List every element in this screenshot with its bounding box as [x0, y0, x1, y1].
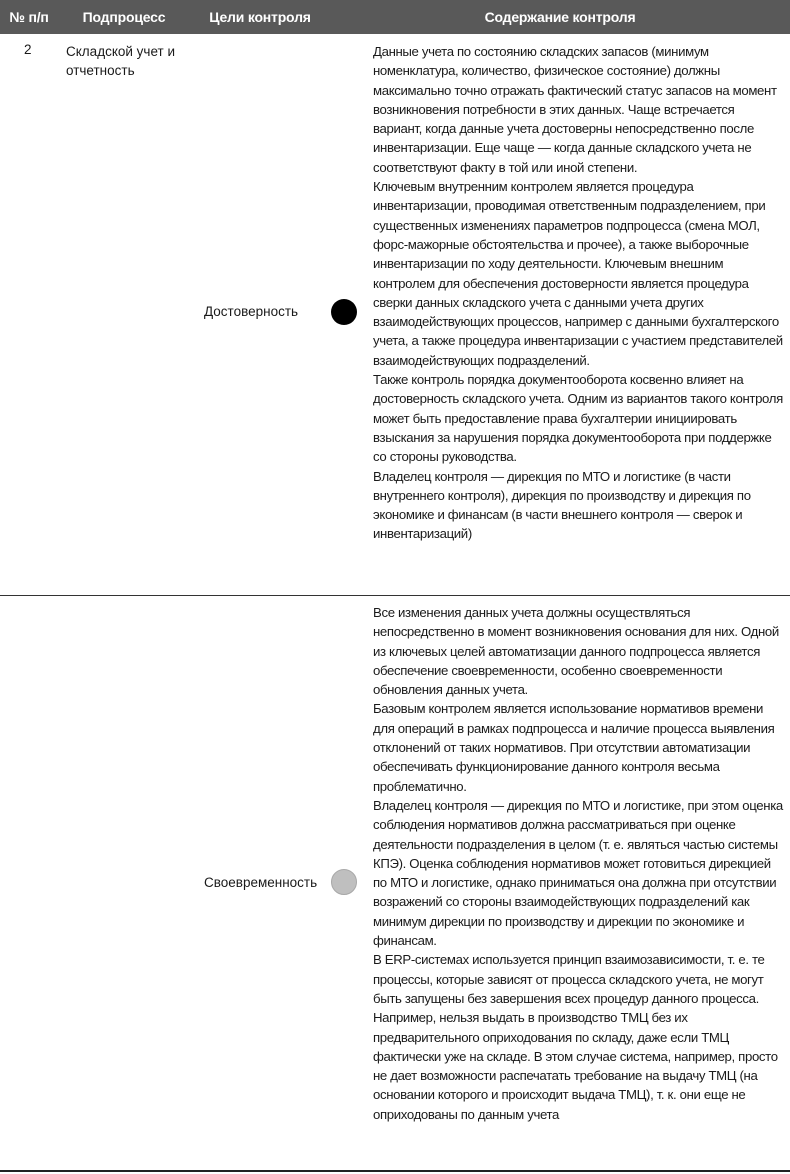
goal-timeliness: Своевременность	[204, 875, 318, 890]
header-subprocess: Подпроцесс	[82, 9, 166, 25]
full-circle-icon	[331, 299, 357, 325]
control-content-timeliness	[373, 603, 786, 1124]
content-paragraph: В ERP-системах используется принцип взаимозависимости, т. е. те процессы, которые зависят от процесса складского учета, не могут быть запущены без завершения всех процедур данного процесса. Например, нельзя выдать в производство ТМЦ без их предварительного оприходования по складу, даже если ТМЦ фактически уже на складе. В этом случае система, например, просто не дает возможности распечатать требование на выдачу ТМЦ (на основании которого и происходит выдача ТМЦ), т. к. они еще не оприходованы по данным учета	[373, 952, 778, 1122]
header-content: Содержание контроля	[484, 9, 636, 25]
content-paragraph: Также контроль порядка документооборота косвенно влияет на достоверность складского учета. Одним из вариантов такого контроля может быть предоставление права бухгалтерии инициировать взыскания за нарушения порядка документооборота при поддержке со стороны руководства.	[373, 372, 783, 465]
control-content-reliability	[373, 42, 786, 544]
table-header	[0, 0, 790, 34]
header-num: № п/п	[9, 9, 49, 25]
subprocess-name: Складской учет и отчетность	[66, 44, 175, 78]
content-paragraph: Данные учета по состоянию складских запасов (минимум номенклатура, количество, физическое состояние) должны максимально точно отражать фактический статус запасов на момент возникновения потребности в этих данных. Чаще встречается вариант, когда данные учета достоверны непосредственно после инвентаризации. Еще чаще — когда данные складского учета не соответствуют факту в той или иной степени.	[373, 44, 777, 175]
header-goals: Цели контроля	[209, 9, 311, 25]
row-number: 2	[24, 42, 32, 57]
row-divider	[0, 595, 790, 596]
content-paragraph: Владелец контроля — дирекция по МТО и логистике (в части внутреннего контроля), дирекция по производству и дирекция по экономике и финансам (в части внешнего контроля — сверок и инвентаризаций)	[373, 468, 751, 542]
content-paragraph: Ключевым внутренним контролем является процедура инвентаризации, проводимая ответственным подразделением, при существенных изменениях параметров подпроцесса (смена МОЛ, форс-мажорные обстоятельства и прочее), а также выборочные инвентаризации по ходу деятельности. Ключевым внешним контролем для обеспечения достоверности является процедура сверки данных складского учета с данными учета других взаимодействующих процессов, например с данными бухгалтерского учета, а также процедура инвентаризации с участием представителей взаимодействующих подразделений.	[373, 179, 783, 368]
content-paragraph: Все изменения данных учета должны осуществляться непосредственно в момент возникновения основания для них. Одной из ключевых целей автоматизации данного подпроцесса является обеспечение своевременности, особенно своевременности обновления данных учета.	[373, 605, 779, 698]
content-paragraph: Базовым контролем является использование нормативов времени для операций в рамках подпроцесса и наличие процесса выявления отклонений от таких нормативов. При отсутствии автоматизации обеспечивать функционирование данного контроля весьма проблематично.	[373, 701, 775, 794]
partial-circle-icon	[331, 869, 357, 895]
content-paragraph: Владелец контроля — дирекция по МТО и логистике, при этом оценка соблюдения нормативов должна рассматриваться при оценке деятельности подразделения в целом (т. е. являться частью системы КПЭ). Оценка соблюдения нормативов может готовиться дирекцией по МТО и логистике, однако приниматься она должна при отсутствии возражений со стороны взаимодействующих подразделений как минимум дирекции по производству и дирекции по экономике и финансам.	[373, 797, 783, 949]
goal-reliability: Достоверность	[204, 304, 299, 319]
table-bottom-border	[0, 1170, 790, 1172]
